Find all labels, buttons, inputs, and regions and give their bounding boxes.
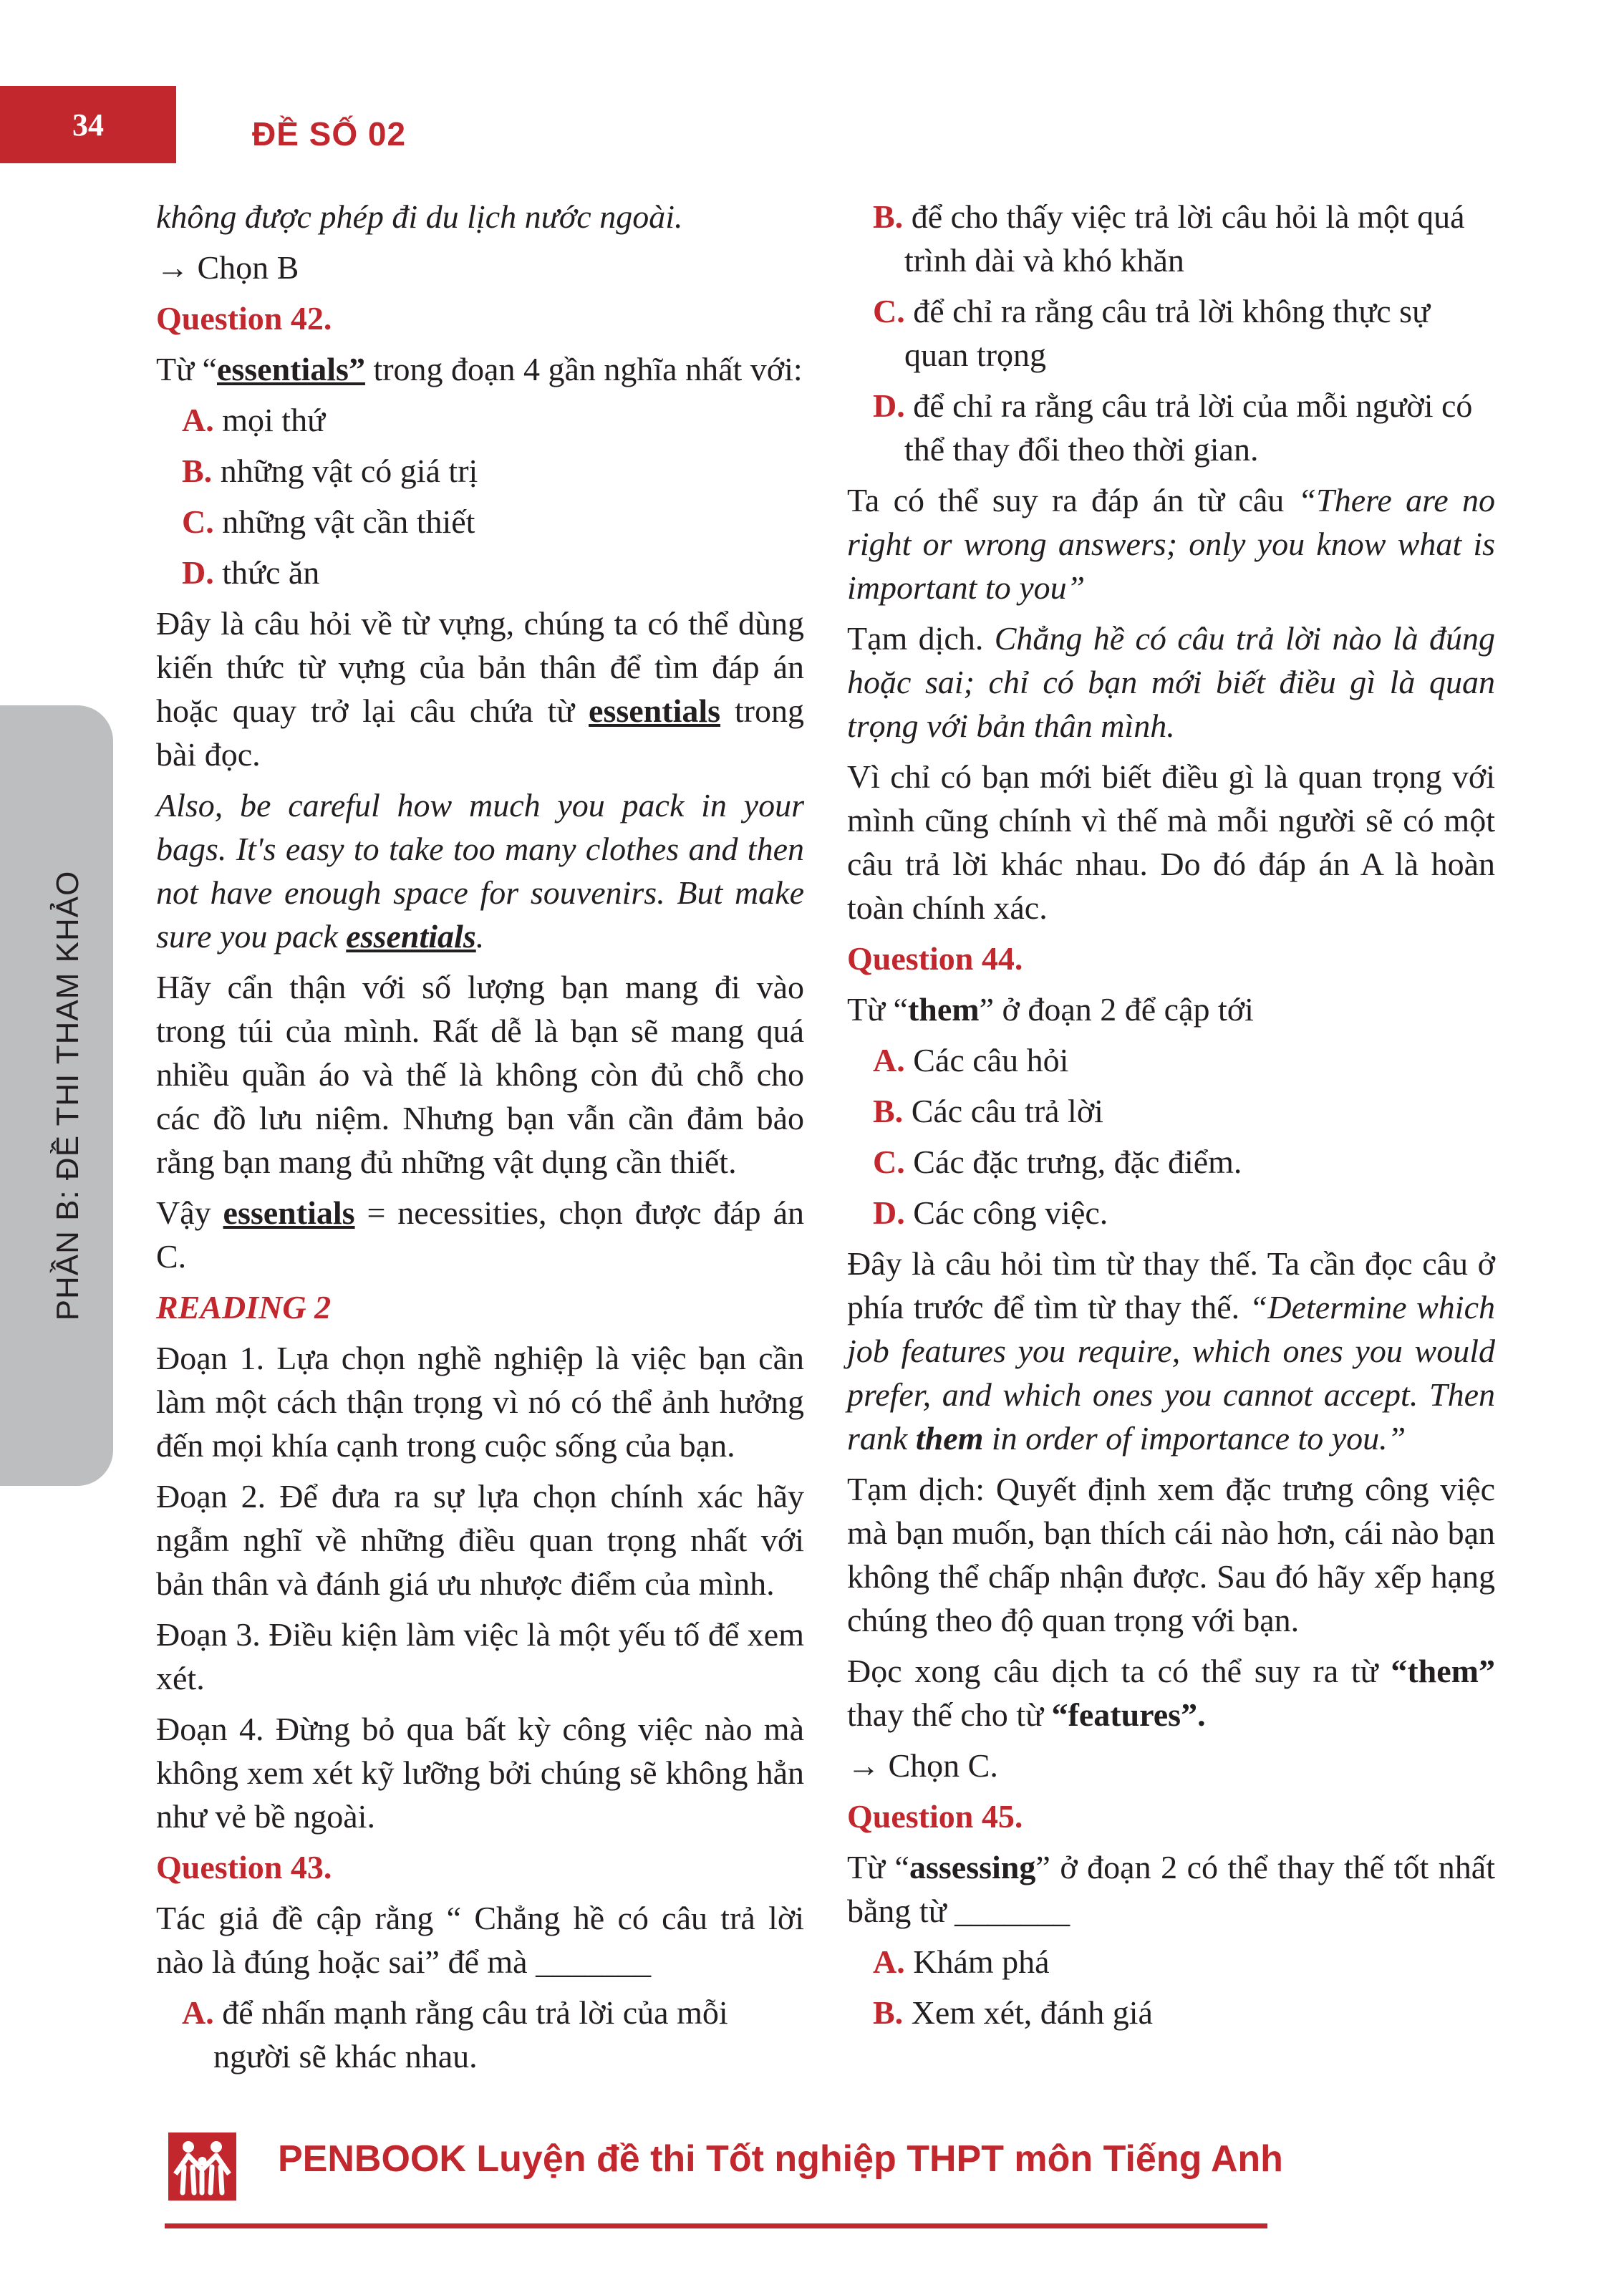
translation: Tạm dịch: Quyết định xem đặc trưng công việc mà bạn muốn, bạn thích cái nào hơn, cái nào bạn không thể chấp nhận được. Sau đó hãy xếp hạng chúng theo độ quan trọng với bạn.: [847, 1471, 1495, 1638]
option-a: A. mọi thứ: [182, 402, 326, 438]
question-43-title: Question 43.: [156, 1849, 332, 1885]
translation: Tạm dịch. Chẳng hề có câu trả lời nào là đúng hoặc sai; chỉ có bạn mới biết điều gì là quan trọng với bản thân mình.: [847, 620, 1495, 744]
paragraph: không được phép đi du lịch nước ngoài.: [156, 198, 683, 235]
question-45-stem: Từ “assessing” ở đoạn 2 có thể thay thế tốt nhất bằng từ _______: [847, 1849, 1495, 1929]
paragraph-summary: Đoạn 1. Lựa chọn nghề nghiệp là việc bạn cần làm một cách thận trọng vì nó có thể ảnh hưởng đến mọi khía cạnh trong cuộc sống của bạn.: [156, 1340, 804, 1464]
paragraph-summary: Đoạn 4. Đừng bỏ qua bất kỳ công việc nào mà không xem xét kỹ lưỡng bởi chúng sẽ không hẳn như vẻ bề ngoài.: [156, 1711, 804, 1835]
left-column: [156, 195, 804, 2085]
question-43-stem: Tác giả đề cập rằng “ Chẳng hề có câu trả lời nào là đúng hoặc sai” để mà _______: [156, 1900, 804, 1980]
family-icon: [168, 2132, 236, 2201]
option-d: D. thức ăn: [182, 554, 320, 591]
conclusion: Đọc xong câu dịch ta có thể suy ra từ “them” thay thế cho từ “features”.: [847, 1653, 1495, 1733]
conclusion: Vì chỉ có bạn mới biết điều gì là quan trọng với mình cũng chính vì thế mà mỗi người sẽ có một câu trả lời khác nhau. Do đó đáp án A là hoàn toàn chính xác.: [847, 758, 1495, 926]
question-42-stem: Từ “essentials” trong đoạn 4 gần nghĩa nhất với:: [156, 351, 803, 387]
explanation: Đây là câu hỏi tìm từ thay thế. Ta cần đọc câu ở phía trước để tìm từ thay thế. “Determine which job features you require, which ones you would prefer, and which ones you cannot accept. Then rank them in order of importance to you.”: [847, 1245, 1495, 1457]
conclusion: Vậy essentials = necessities, chọn được đáp án C.: [156, 1194, 804, 1275]
right-column: [847, 195, 1495, 2042]
option-b: B. Xem xét, đánh giá: [873, 1994, 1153, 2031]
answer-line: → Chọn B: [156, 249, 299, 286]
footer-divider: [165, 2223, 1267, 2228]
option-d: D. Các công việc.: [873, 1194, 1108, 1231]
question-42-title: Question 42.: [156, 300, 332, 337]
inference: Ta có thể suy ra đáp án từ câu “There are no right or wrong answers; only you know what is important to you”: [847, 482, 1495, 606]
option-a: A. để nhấn mạnh rằng câu trả lời của mỗi người sẽ khác nhau.: [182, 1994, 728, 2074]
option-c: C. Các đặc trưng, đặc điểm.: [873, 1144, 1242, 1180]
option-b: B. để cho thấy việc trả lời câu hỏi là một quá trình dài và khó khăn: [873, 198, 1465, 279]
question-45-title: Question 45.: [847, 1798, 1023, 1835]
option-c: C. để chỉ ra rằng câu trả lời không thực sự quan trọng: [873, 293, 1431, 373]
option-a: A. Khám phá: [873, 1943, 1050, 1980]
option-d: D. để chỉ ra rằng câu trả lời của mỗi người có thể thay đổi theo thời gian.: [873, 387, 1473, 468]
explanation: Đây là câu hỏi về từ vựng, chúng ta có thể dùng kiến thức từ vựng của bản thân để tìm đáp án hoặc quay trở lại câu chứa từ essentials trong bài đọc.: [156, 605, 804, 773]
paragraph-summary: Đoạn 3. Điều kiện làm việc là một yếu tố để xem xét.: [156, 1616, 805, 1696]
question-44-title: Question 44.: [847, 940, 1023, 977]
option-a: A. Các câu hỏi: [873, 1042, 1069, 1078]
reading-2-heading: READING 2: [156, 1289, 332, 1325]
paragraph-summary: Đoạn 2. Để đưa ra sự lựa chọn chính xác hãy ngẫm nghĩ về những điều quan trọng nhất với bản thân và đánh giá ưu nhược điểm của mình.: [156, 1478, 804, 1602]
page-number: 34: [72, 107, 104, 143]
question-44-stem: Từ “them” ở đoạn 2 để cập tới: [847, 991, 1254, 1028]
translation: Hãy cẩn thận với số lượng bạn mang đi vào trong túi của mình. Rất dễ là bạn sẽ mang quá nhiều quần áo và thế là không còn đủ chỗ cho các đồ lưu niệm. Nhưng bạn vẫn cần đảm bảo rằng bạn mang đủ những vật dụng cần thiết.: [156, 969, 804, 1180]
answer-line: → Chọn C.: [847, 1747, 998, 1784]
option-c: C. những vật cần thiết: [182, 503, 475, 540]
exam-title: ĐỀ SỐ 02: [252, 115, 407, 153]
footer-title: PENBOOK Luyện đề thi Tốt nghiệp THPT môn Tiếng Anh: [278, 2138, 1283, 2180]
option-b: B. những vật có giá trị: [182, 453, 478, 489]
page-number-box: [0, 86, 176, 163]
quote: Also, be careful how much you pack in your bags. It's easy to take too many clothes and then not have enough space for souvenirs. But make sure you pack essentials.: [156, 787, 804, 955]
side-tab-label: PHẦN B: ĐỀ THI THAM KHẢO: [50, 870, 85, 1321]
option-b: B. Các câu trả lời: [873, 1093, 1103, 1129]
